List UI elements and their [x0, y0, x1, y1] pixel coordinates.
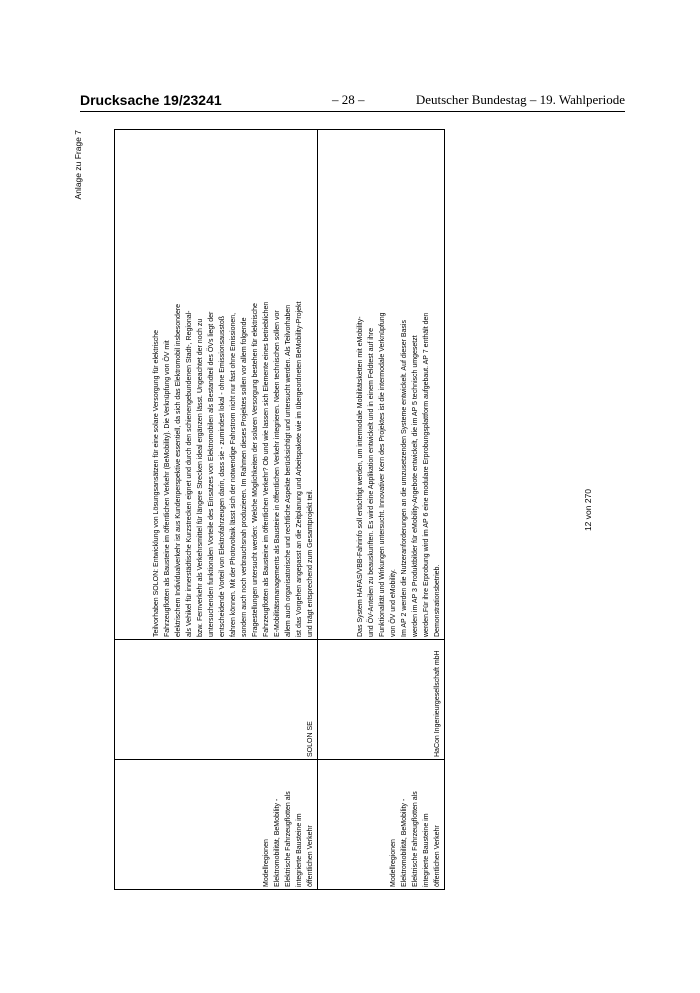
program-cell: Modellregionen Elektromobilität, BeMobility - Elektrische Fahrzeugflotten als integrierte Bausteine im öffentlichen Verkehr	[318, 760, 445, 890]
company-cell: HaCon Ingenieurgesellschaft mbH	[318, 640, 445, 760]
rotated-annex-page	[65, 130, 605, 890]
header-rule	[80, 111, 625, 112]
table-row	[318, 130, 445, 890]
program-cell: Modellregionen Elektromobilität, BeMobility - Elektrische Fahrzeugflotten als integrierte Bausteine im öffentlichen Verkehr	[115, 760, 318, 890]
document-number: Drucksache 19/23241	[80, 92, 222, 108]
description-cell: Teilvorhaben SOLON: Entwicklung von Lösungsansätzen für eine solare Versorgung für elektrische Fahrzeugflotten als Bausteine im öffentlichen Verkehr (BeMobility). Die Verknüpfung von ÖV mit elektrischem Individualverkehr ist aus Kundenperspektive essentiell, da sich das Elektromobil insbesondere als Vehikel für innerstädtische Kurzstrecken eignet und durch den schienengebundenen Stadt-, Regional- bzw. Fernverkehr als Verkehrsmittel für längere Strecken ideal ergänzen lässt. Ungeachtet der noch zu untersuchenden funktionalen Vorteile des Einsatzes von Elektromobilen als Bestandteil des ÖVs liegt der entscheidende Vorteil von Elektrofahrzeugen darin, dass sie - zumindest lokal - ohne Emissionsausstoß fahren können. Mit der Photovoltaik lässt sich der notwendige Fahrstrom nicht nur fast ohne Emissionen, sondern auch noch verbrauchsnah produzieren. Im Rahmen dieses Projektes sollen vor allem folgende Fragestellungen untersucht werden: 'Welche Möglichkeiten der solaren Versorgung bestehen für elektrische Fahrzeugflotten als Bausteine im öffentlichen Verkehr? Ob und wie lassen sich Elemente eines betrieblichen E-Mobilitätsmanagements als Bausteine in öffentlichen Verkehr integrieren. Neben technischen sollen vor allem auch organisatorische und rechtliche Aspekte berücksichtigt und untersucht werden. Als Teilvorhaben ist das Vorgehen angepasst an die Zeitplanung und Arbeitspakete wie im übergeordneten BeMobility-Projekt und trägt entsprechend zum Gesamtprojekt teil.	[115, 130, 318, 640]
table-row	[115, 130, 318, 890]
parliament-period: Deutscher Bundestag – 19. Wahlperiode	[415, 92, 625, 107]
footer-page-count: 12 von 270	[583, 488, 593, 532]
annex-label: Anlage zu Frage 7	[73, 130, 83, 200]
company-cell: SOLON SE	[115, 640, 318, 760]
project-table	[114, 129, 445, 890]
page-number-header: – 28 –	[332, 92, 365, 107]
description-cell: Das System HAFAS/VBB-Fahrinfo soll ertüchtigt werden, um intermodale Mobilitätsketten mit eMobility- und ÖV-Anteilen zu beauskunften. Es wird eine Applikation entwickelt und in einem Feldtest auf ihre Funktionalität und Wirkungen untersucht. Innovativer Kern des Projektes ist die intermodale Verknüpfung von ÖV und eMobility. Im AP 2 werden die Nutzeranforderungen an die umzusetzenden Systeme entwickelt. Auf dieser Basis werden im AP 3 Produktbilder für eMobility-Angebote entwickelt, die im AP 5 technisch umgesetzt werden.Für ihre Erprobung wird im AP 6 eine modulare Erprobungsplattform aufgebaut. AP 7 enthält den Demonstrationsbetrieb.	[318, 130, 445, 640]
